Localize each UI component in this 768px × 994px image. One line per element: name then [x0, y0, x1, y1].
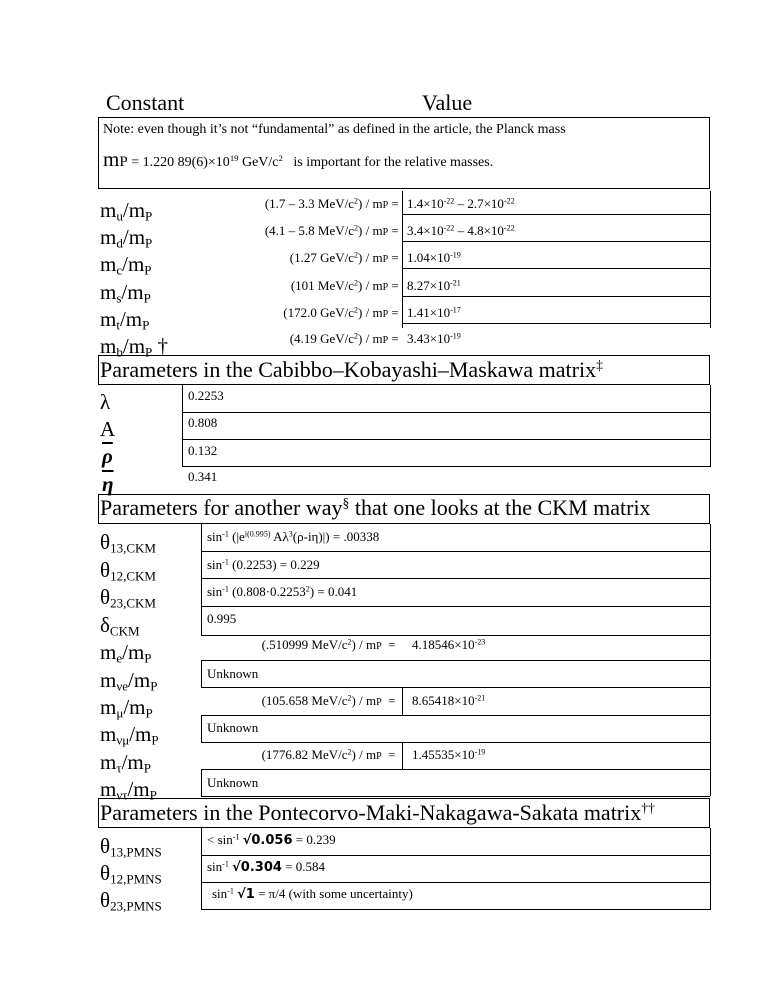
pmns-value-theta13: < $\sin^{-1} √0.056 = 0.239$: [207, 832, 336, 848]
ckm-value-eta: 0.341: [188, 469, 218, 484]
ckm-grid-line: [182, 439, 710, 440]
planck-note: [98, 117, 710, 189]
quark-value-b: $3.43\times 10^{-19}$: [407, 331, 461, 346]
planck-mass-line: mP = 1.220 $89(6)\times 10^{19}$ GeV/$c^2$ is important for the relative masses.: [103, 147, 494, 171]
ckm2-grid-right: [710, 524, 711, 636]
lepton-label-e: $m_e/m_P$: [100, 640, 152, 666]
lepton-grid-line: [201, 687, 710, 688]
ckm2-value-theta23: $\sin^{-1} (0.808\cdot 0.2253^2) = 0.041$: [207, 584, 358, 599]
lepton-grid-line: [201, 715, 710, 716]
note-text: Note: even though it’s not “fundamental” as defined in the article, the Planck mass: [103, 122, 566, 137]
lepton-grid-line: [201, 796, 710, 797]
lepton-label-tau: $m_\tau/m_P$: [100, 750, 151, 776]
quark-grid-divider: [402, 191, 403, 328]
ckm-value-rho: 0.132: [188, 443, 218, 458]
lepton-value-numu: Unknown: [207, 720, 259, 735]
lepton-value-mu: $8.65418\times 10^{-21}$: [412, 693, 486, 708]
lepton-label-nutau: $m_{\nu\tau}/m_P$: [100, 777, 157, 803]
ckm2-grid-divider: [201, 524, 202, 636]
ckm2-label-theta23: $\theta_{23,CKM}$: [100, 585, 156, 611]
pmns-label-theta23: $\theta_{23,PMNS}$: [100, 888, 162, 914]
pmns-grid-divider: [201, 828, 202, 910]
lepton-grid-divider: [402, 687, 403, 715]
lepton-label-mu: $m_\mu/m_P$: [100, 695, 153, 721]
header-value: Value: [422, 90, 473, 115]
quark-label-d: $m_d/m_P$: [100, 225, 153, 251]
quark-value-t: $1.41\times 10^{-17}$: [407, 305, 461, 320]
ckm-label-lambda: λ: [100, 390, 111, 414]
pmns-grid-line: [201, 882, 710, 883]
lepton-grid-line: [201, 660, 710, 661]
lepton-value-e: $4.18546\times 10^{-23}$: [412, 637, 486, 652]
lepton-expr-tau: (1776.82 MeV/$c^2$) / mP =: [261, 747, 402, 762]
ckm-value-lambda: 0.2253: [188, 388, 224, 403]
ckm2-grid-line: [201, 578, 710, 579]
pmns-grid-line: [201, 855, 710, 856]
pmns-grid-line: [201, 909, 710, 910]
pmns-value-theta23: $\sin^{-1} √1 = \pi/4$ (with some uncertainty): [212, 886, 413, 902]
ckm-grid-line: [182, 466, 710, 467]
lepton-label-nue: $m_{\nu e}/m_P$: [100, 668, 158, 694]
lepton-grid-divider: [201, 715, 202, 743]
pmns-grid-right: [710, 828, 711, 910]
pmns-section-title: Parameters in the Pontecorvo-Maki-Nakagawa-Sakata matrix††: [100, 800, 655, 825]
quark-value-d: $3.4\times 10^{-22} - 4.8\times 10^{-22}$: [407, 223, 515, 238]
quark-expr-t: (172.0 GeV/$c^2$) / mP =: [283, 305, 402, 320]
ckm-grid-right: [710, 385, 711, 467]
quark-grid-line: [402, 214, 710, 215]
quark-expr-u: (1.7 – 3.3 MeV/$c^2$) / mP =: [264, 196, 402, 211]
lepton-expr-mu: (105.658 MeV/$c^2$) / mP =: [261, 693, 402, 708]
ckm2-label-theta13: $\theta_{13,CKM}$: [100, 530, 156, 556]
pmns-value-theta12: $\sin^{-1} √0.304 = 0.584$: [207, 859, 326, 875]
quark-grid-line: [402, 323, 710, 324]
quark-grid-line: [402, 268, 710, 269]
quark-label-b: $m_b/m_P$ †: [100, 334, 169, 360]
ckm-grid-divider: [182, 385, 183, 467]
lepton-value-nue: Unknown: [207, 666, 259, 681]
lepton-grid-right: [710, 635, 711, 796]
ckm2-value-delta: 0.995: [207, 611, 237, 626]
quark-label-c: $m_c/m_P$: [100, 252, 152, 278]
quark-expr-c: (1.27 GeV/$c^2$) / mP =: [289, 250, 402, 265]
pmns-label-theta13: $\theta_{13,PMNS}$: [100, 834, 162, 860]
ckm2-value-theta13: $\sin^{-1} (|e^{i(0.995)}$ $A\lambda^3(\rho-i\eta)|) = .00338$: [207, 529, 380, 544]
quark-grid-line: [402, 296, 710, 297]
ckm-label-rho-bar: $\overline{\rho}$: [102, 444, 113, 468]
ckm-value-a: 0.808: [188, 415, 218, 430]
quark-expr-b: (4.19 GeV/$c^2$) / mP =: [289, 331, 402, 346]
quark-grid-right: [710, 191, 711, 328]
ckm2-value-theta12: $\sin^{-1} (0.2253) = 0.229$: [207, 557, 320, 572]
ckm2-grid-line: [201, 606, 710, 607]
lepton-grid-line: [201, 769, 710, 770]
lepton-value-tau: $1.45535\times 10^{-19}$: [412, 747, 486, 762]
ckm-section-title: Parameters in the Cabibbo–Kobayashi–Maskawa matrix‡: [100, 357, 603, 382]
quark-label-s: $m_s/m_P$: [100, 280, 151, 306]
quark-value-c: $1.04\times 10^{-19}$: [407, 250, 461, 265]
pmns-label-theta12: $\theta_{12,PMNS}$: [100, 861, 162, 887]
ckm2-section-title: Parameters for another way§ that one looks at the CKM matrix: [100, 495, 651, 520]
lepton-expr-e: (.510999 MeV/$c^2$) / mP =: [261, 637, 402, 652]
quark-expr-s: (101 MeV/$c^2$) / mP =: [290, 278, 402, 293]
ckm-label-eta-bar: $\overline{\eta}$: [102, 472, 114, 496]
header-constant: Constant: [106, 90, 185, 115]
ckm-grid-line: [182, 412, 710, 413]
lepton-grid-divider: [201, 660, 202, 688]
ckm2-grid-line: [201, 551, 710, 552]
lepton-grid-line: [201, 742, 710, 743]
ckm2-label-theta12: $\theta_{12,CKM}$: [100, 558, 156, 584]
lepton-label-numu: $m_{\nu\mu}/m_P$: [100, 722, 159, 748]
quark-grid-line: [402, 241, 710, 242]
ckm-label-a: A: [100, 417, 116, 441]
ckm2-grid-line: [201, 635, 710, 636]
lepton-grid-divider: [402, 742, 403, 769]
quark-value-s: $8.27\times 10^{-21}$: [407, 278, 461, 293]
quark-value-u: $1.4\times 10^{-22} - 2.7\times 10^{-22}$: [407, 196, 515, 211]
lepton-grid-divider: [201, 769, 202, 797]
quark-label-t: $m_t/m_P$: [100, 307, 150, 333]
lepton-value-nutau: Unknown: [207, 775, 259, 790]
quark-label-u: $m_u/m_P$: [100, 198, 153, 224]
quark-expr-d: (4.1 – 5.8 MeV/$c^2$) / mP =: [264, 223, 402, 238]
ckm2-label-delta: $\delta_{CKM}$: [100, 613, 140, 639]
